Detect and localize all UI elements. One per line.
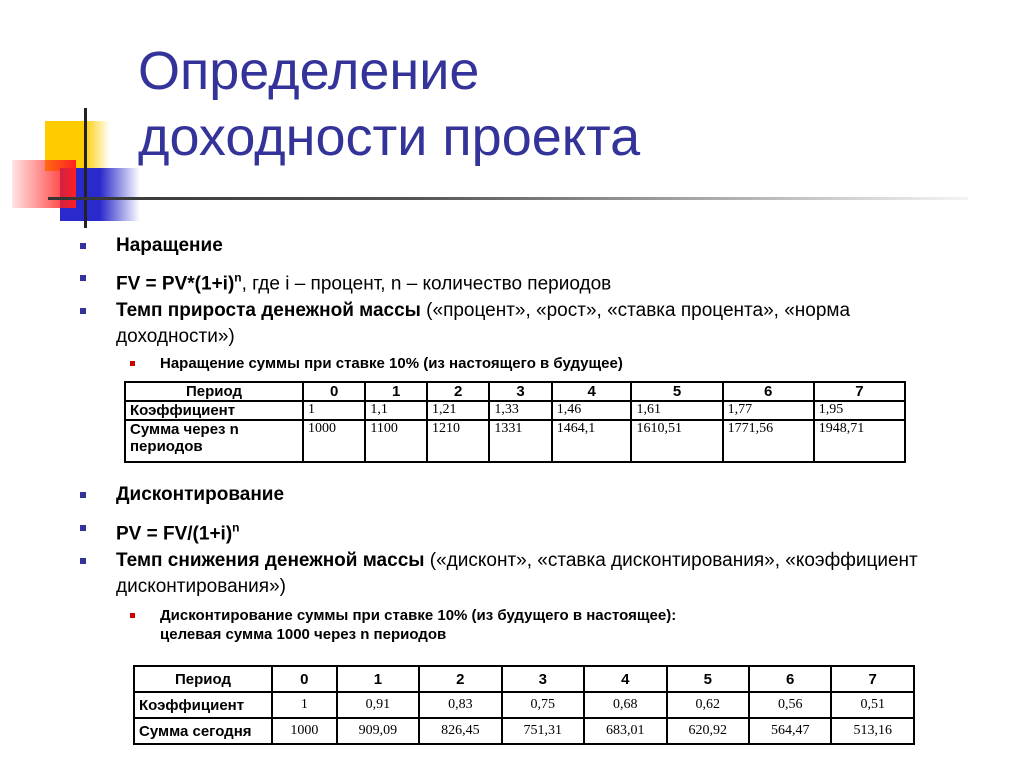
table-row bbox=[125, 420, 905, 462]
sub-bullet-discounting: Дисконтирование суммы при ставке 10% (из будущего в настоящее): целевая сумма 1000 через n периодов bbox=[130, 606, 676, 644]
bullet-discounting: Дисконтирование bbox=[80, 482, 946, 508]
cell: 1771,56 bbox=[723, 420, 814, 462]
cell: 909,09 bbox=[337, 718, 419, 744]
cell: 1210 bbox=[427, 420, 489, 462]
header-cell: 2 bbox=[419, 666, 501, 692]
cell: 1,77 bbox=[723, 401, 814, 420]
header-cell: 3 bbox=[489, 382, 551, 401]
slide-title bbox=[138, 38, 640, 170]
table-row bbox=[134, 718, 914, 744]
row-label: Сумма сегодня bbox=[134, 718, 272, 744]
cell: 1,61 bbox=[631, 401, 722, 420]
cell: 1000 bbox=[303, 420, 365, 462]
title-line-1: Определение bbox=[138, 41, 480, 101]
cell: 0,56 bbox=[749, 692, 831, 718]
row-label: Коэффициент bbox=[134, 692, 272, 718]
cell: 1,1 bbox=[365, 401, 427, 420]
cell: 1331 bbox=[489, 420, 551, 462]
header-cell: 5 bbox=[631, 382, 722, 401]
header-cell: 7 bbox=[831, 666, 914, 692]
header-cell: 7 bbox=[814, 382, 905, 401]
cell: 1948,71 bbox=[814, 420, 905, 462]
bullet-growth-rate: Темп прироста денежной массы («процент», «рост», «ставка процента», «норма доходности») bbox=[80, 298, 946, 350]
header-cell: 4 bbox=[552, 382, 632, 401]
cell: 620,92 bbox=[667, 718, 749, 744]
discounting-table bbox=[133, 665, 915, 745]
cell: 0,51 bbox=[831, 692, 914, 718]
title-line-2: доходности проекта bbox=[138, 107, 641, 167]
table-header-row bbox=[125, 382, 905, 401]
cell: 1 bbox=[272, 692, 337, 718]
cell: 1000 bbox=[272, 718, 337, 744]
cell: 1,46 bbox=[552, 401, 632, 420]
bullet-pv-formula: PV = $FV/(1+i)^n$ bbox=[80, 515, 946, 547]
row-label: Сумма через n периодов bbox=[125, 420, 303, 462]
cell: 1 bbox=[303, 401, 365, 420]
cell: 1610,51 bbox=[631, 420, 722, 462]
header-cell: 3 bbox=[502, 666, 584, 692]
sub-bullet-accrual: Наращение суммы при ставке 10% (из настоящего в будущее) bbox=[130, 354, 623, 373]
decor-red-square bbox=[12, 160, 76, 208]
header-cell: 2 bbox=[427, 382, 489, 401]
table-row bbox=[134, 692, 914, 718]
header-cell: 6 bbox=[749, 666, 831, 692]
bullet-decline-rate: Темп снижения денежной массы («дисконт», «ставка дисконтирования», «коэффициент дисконтирования») bbox=[80, 548, 946, 600]
cell: 683,01 bbox=[584, 718, 666, 744]
cell: 513,16 bbox=[831, 718, 914, 744]
header-cell: 6 bbox=[723, 382, 814, 401]
cell: 0,83 bbox=[419, 692, 501, 718]
cell: 0,68 bbox=[584, 692, 666, 718]
header-cell: 0 bbox=[303, 382, 365, 401]
bullet-fv-formula: FV = $PV*(1+i)^n$, где i – процент, n – количество периодов bbox=[80, 265, 946, 297]
cell: 826,45 bbox=[419, 718, 501, 744]
header-cell: 4 bbox=[584, 666, 666, 692]
cell: 0,75 bbox=[502, 692, 584, 718]
decor-vertical-line bbox=[84, 108, 87, 228]
bullet-accrual: Наращение bbox=[80, 233, 946, 259]
cell: 1,33 bbox=[489, 401, 551, 420]
header-cell: Период bbox=[125, 382, 303, 401]
table-row bbox=[125, 401, 905, 420]
cell: 0,62 bbox=[667, 692, 749, 718]
header-cell: 1 bbox=[365, 382, 427, 401]
cell: 1464,1 bbox=[552, 420, 632, 462]
header-cell: 5 bbox=[667, 666, 749, 692]
cell: 1100 bbox=[365, 420, 427, 462]
cell: 564,47 bbox=[749, 718, 831, 744]
row-label: Коэффициент bbox=[125, 401, 303, 420]
table-header-row bbox=[134, 666, 914, 692]
header-cell: 0 bbox=[272, 666, 337, 692]
cell: 751,31 bbox=[502, 718, 584, 744]
header-cell: Период bbox=[134, 666, 272, 692]
cell: 0,91 bbox=[337, 692, 419, 718]
accrual-table bbox=[124, 381, 906, 463]
cell: 1,95 bbox=[814, 401, 905, 420]
cell: 1,21 bbox=[427, 401, 489, 420]
title-divider bbox=[48, 197, 968, 200]
header-cell: 1 bbox=[337, 666, 419, 692]
